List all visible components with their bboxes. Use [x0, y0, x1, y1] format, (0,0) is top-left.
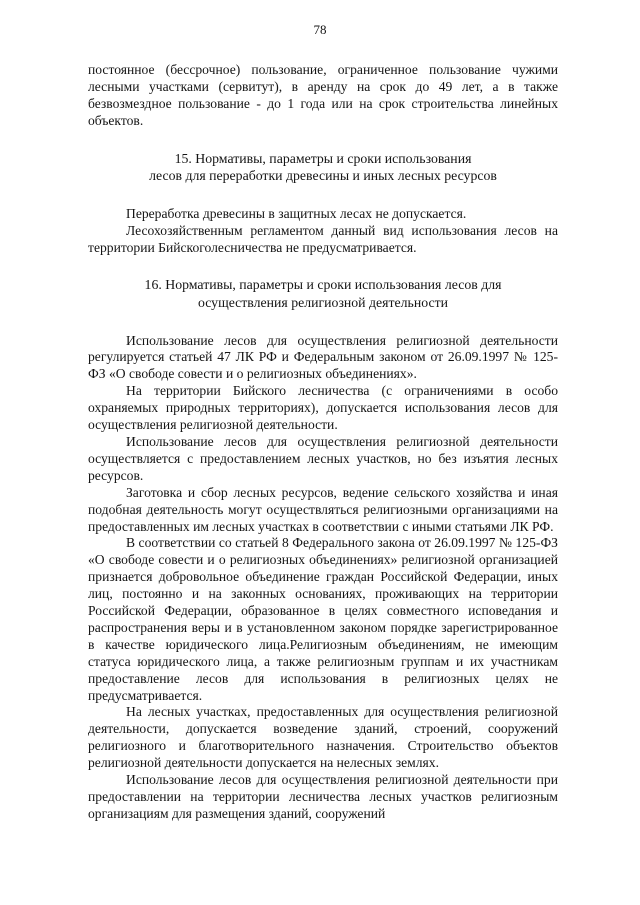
- section-16-body: [88, 333, 558, 823]
- paragraph: В соответствии со статьей 8 Федерального закона от 26.09.1997 № 125-ФЗ «О свободе совести и о религиозных объединениях» религиозной организацией признается добровольное объединение граждан Российской Федерации, иных лиц, постоянно и на законных основаниях, проживающих на территории Российской Федерации, образованное в целях совместного исповедания и распространения веры и в установленном законом порядке зарегистрированное в качестве юридического лица.Религиозным объединениям, не имеющим статуса юридического лица, а также религиозным группам и их участникам предоставление лесов для использования в религиозных целях не предусматривается.: [88, 535, 558, 703]
- paragraph: Переработка древесины в защитных лесах не допускается.: [126, 206, 467, 222]
- page-content: [88, 62, 558, 823]
- paragraph: Заготовка и сбор лесных ресурсов, ведение сельского хозяйства и иная подобная деятельность могут осуществляться религиозными организациями на предоставленных им лесных участках в соответствии с иными статьями ЛК РФ.: [88, 484, 558, 534]
- paragraph-continuation: постоянное (бессрочное) пользование, ограниченное пользование чужими лесными участками (сервитут), в аренду на срок до 49 лет, а в также безвозмездное пользование - до 1 года или на срок строительства линейных объектов.: [88, 62, 558, 128]
- section-heading-16-line-1: 16. Нормативы, параметры и сроки использования лесов для: [144, 276, 502, 292]
- section-heading-15-line-2: лесов для переработки древесины и иных лесных ресурсов: [149, 168, 497, 184]
- paragraph: Использование лесов для осуществления религиозной деятельности при предоставлении на территории лесничества лесных участков религиозным организациям для размещения зданий, сооружений: [88, 772, 558, 821]
- section-heading-16: [88, 276, 558, 312]
- section-heading-15: [88, 150, 558, 186]
- paragraph: Лесохозяйственным регламентом данный вид использования лесов на территории Бийскоголесничества не предусматривается.: [88, 223, 558, 256]
- continuation-block: [88, 62, 558, 130]
- paragraph: Использование лесов для осуществления религиозной деятельности регулируется статьей 47 ЛК РФ и Федеральным законом от 26.09.1997 № 125-ФЗ «О свободе совести и о религиозных объединениях».: [88, 332, 558, 382]
- paragraph: На территории Бийского лесничества (с ограничениями в особо охраняемых природных территориях), допускается использования лесов для осуществления религиозной деятельности.: [88, 383, 558, 433]
- page-number: 78: [313, 22, 327, 37]
- section-16-heading-block: [88, 276, 558, 312]
- section-heading-16-line-2: осуществления религиозной деятельности: [197, 294, 448, 310]
- paragraph: Использование лесов для осуществления религиозной деятельности осуществляется с предоставлением лесных участков, но без изъятия лесных ресурсов.: [88, 433, 558, 483]
- section-15-heading-block: [88, 150, 558, 186]
- section-15-body: [88, 206, 558, 257]
- section-heading-15-line-1: 15. Нормативы, параметры и сроки использования: [174, 150, 472, 166]
- paragraph: На лесных участках, предоставленных для осуществления религиозной деятельности, допускается возведение зданий, строений, сооружений религиозного и благотворительного назначения. Строительство объектов религиозной деятельности допускается на нелесных землях.: [88, 704, 558, 771]
